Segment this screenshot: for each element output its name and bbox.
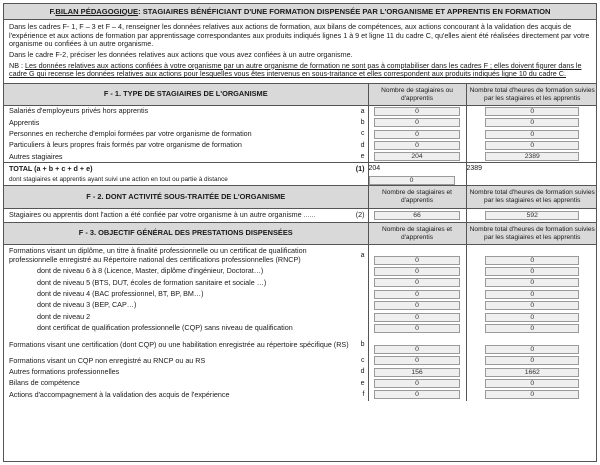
f3-level-count-cell: [368, 277, 466, 288]
section-f2-title: F - 2. DONT ACTIVITÉ SOUS-TRAITÉE DE L'ORGANISME: [4, 186, 368, 208]
f1-item-hours-field[interactable]: 0: [485, 107, 579, 116]
title-rest: : STAGIAIRES BÉNÉFICIANT D'UNE FORMATION DISPENSÉE PAR L'ORGANISME ET APPRENTIS EN FORMATION: [138, 6, 551, 16]
f1-item-hours-cell: [466, 140, 597, 151]
bilan-pedagogique-form: [3, 3, 597, 462]
f3-level-hours-cell: [466, 311, 597, 322]
f1-col-count-header: Nombre de stagiaires ou d'apprentis: [368, 84, 466, 106]
f3-level-hours-field[interactable]: 0: [485, 301, 579, 310]
f2-row-number: (2): [355, 209, 365, 219]
section-f1-title: F - 1. TYPE DE STAGIAIRES DE L'ORGANISME: [4, 84, 368, 106]
f3-rs-count-field[interactable]: 0: [374, 345, 460, 354]
f3-rs-count-cell: [368, 334, 466, 355]
f3-level-row: [4, 277, 597, 288]
f1-item-row: [4, 129, 597, 140]
f3-item-label: Bilans de compétence e: [4, 378, 368, 389]
f3-level-row: [4, 300, 597, 311]
f3-level-label: dont de niveau 3 (BEP, CAP…): [4, 300, 368, 311]
f1-distance-empty-cell: [466, 175, 597, 186]
f3-item-hours-cell: [466, 389, 597, 400]
f3-item-count-cell: [368, 378, 466, 389]
f1-item-letter: a: [360, 107, 365, 115]
f3-col-count-header: Nombre de stagiaires et d'apprentis: [368, 223, 466, 245]
f1-total-label: TOTAL (a + b + c + d + e) (1): [4, 163, 368, 175]
f3-item-count-field[interactable]: 0: [374, 356, 460, 365]
f1-total-number: (1): [355, 163, 365, 173]
f3-level-row: [4, 289, 597, 300]
f1-item-count-cell: [368, 129, 466, 140]
f3-level-hours-cell: [466, 266, 597, 277]
f3-level-count-field[interactable]: 0: [374, 290, 460, 299]
f3-item-letter: f: [362, 390, 365, 398]
intro-paragraph-1: Dans les cadres F- 1, F – 3 et F – 4, renseigner les données relatives aux actions de formation, aux bilans de compétences, aux actions concourant à la validation des acquis de l'expérience et aux actions de formation par apprentissage correspondantes aux produits indiqués lignes 1 à 9 et ligne 11 du cadre C, qu'elles aient été réalisées directement par votre organisme ou confiées à un autre organisme.: [9, 22, 590, 49]
f3-rncp-letter: a: [360, 251, 365, 259]
f3-item-hours-field[interactable]: 0: [485, 390, 579, 399]
f3-rncp-count-field[interactable]: 0: [374, 256, 460, 265]
f2-row-label: Stagiaires ou apprentis dont l'action a été confiée par votre organisme à un autre organisme ...... (2): [4, 208, 368, 222]
f1-item-count-field[interactable]: 0: [374, 141, 460, 150]
f3-rncp-count-cell: [368, 245, 466, 266]
f3-level-count-cell: [368, 289, 466, 300]
f3-level-count-field[interactable]: 0: [374, 324, 460, 333]
f3-rs-hours-cell: [466, 334, 597, 355]
f1-item-count-cell: [368, 140, 466, 151]
f3-level-count-cell: [368, 300, 466, 311]
f3-level-hours-field[interactable]: 0: [485, 290, 579, 299]
f3-item-count-field[interactable]: 156: [374, 368, 460, 377]
f3-item-label: Actions d'accompagnement à la validation des acquis de l'expérience f: [4, 389, 368, 400]
f3-item-letter: d: [360, 368, 365, 376]
f1-item-hours-cell: [466, 117, 597, 128]
f3-item-count-field[interactable]: 0: [374, 390, 460, 399]
f3-rncp-hours-cell: [466, 245, 597, 266]
f3-rs-label: Formations visant une certification (dont CQP) ou une habilitation enregistrée au répertoire spécifique (RS) b: [4, 334, 368, 355]
f3-level-row: [4, 311, 597, 322]
f3-item-letter: e: [360, 379, 365, 387]
f1-item-row: [4, 117, 597, 128]
f3-level-label: dont de niveau 5 (BTS, DUT, écoles de formation sanitaire et sociale …): [4, 277, 368, 288]
f3-level-hours-cell: [466, 289, 597, 300]
f1-item-hours-field[interactable]: 2389: [485, 152, 579, 161]
f2-col-hours-header: Nombre total d'heures de formation suivies par les stagiaires et les apprentis: [466, 186, 597, 208]
f3-level-hours-field[interactable]: 0: [485, 313, 579, 322]
section-f-title: [4, 4, 596, 20]
intro-nb: [9, 62, 591, 79]
f3-rs-hours-field[interactable]: 0: [485, 345, 579, 354]
section-f2-table: [4, 186, 597, 223]
f3-item-count-cell: [368, 389, 466, 400]
f3-level-hours-field[interactable]: 0: [485, 278, 579, 287]
f3-item-letter: c: [361, 356, 365, 364]
f3-item-hours-cell: [466, 367, 597, 378]
f3-level-hours-field[interactable]: 0: [485, 267, 579, 276]
f3-level-row: [4, 323, 597, 334]
f1-item-label: Salariés d'employeurs privés hors apprentis a: [4, 106, 368, 117]
f1-item-count-field[interactable]: 204: [374, 152, 460, 161]
f1-item-letter: c: [361, 130, 365, 138]
nb-label: NB :: [9, 60, 25, 70]
f3-level-row: [4, 266, 597, 277]
f2-col-count-header: Nombre de stagiaires et d'apprentis: [368, 186, 466, 208]
f3-item-hours-cell: [466, 355, 597, 366]
f3-level-label: dont de niveau 2: [4, 311, 368, 322]
f1-item-count-field[interactable]: 0: [374, 130, 460, 139]
f3-item-label: Autres formations professionnelles d: [4, 367, 368, 378]
f3-item-hours-field[interactable]: 0: [485, 379, 579, 388]
f3-item-hours-field[interactable]: 0: [485, 356, 579, 365]
f1-total-hours: 2389: [466, 163, 597, 175]
f1-item-count-field[interactable]: 0: [374, 118, 460, 127]
f1-distance-label: dont stagiaires et apprentis ayant suivi une action en tout ou partie à distance: [4, 175, 368, 186]
f3-level-count-field[interactable]: 0: [374, 313, 460, 322]
title-underlined: BILAN PÉDAGOGIQUE: [55, 6, 139, 16]
title-prefix: F.: [49, 6, 56, 16]
f1-item-hours-cell: [466, 106, 597, 117]
f1-col-hours-header: Nombre total d'heures de formation suivies par les stagiaires et les apprentis: [466, 84, 597, 106]
f3-level-count-cell: [368, 323, 466, 334]
f3-item-count-field[interactable]: 0: [374, 379, 460, 388]
f3-item-row: [4, 378, 597, 389]
nb-text: Les données relatives aux actions confiées à votre organisme par un autre organisme de formation ne sont pas à comptabiliser dans les cadres F ; elles doivent figurer dans le cadre G qui recense les données relatives aux actions pour lesquelles vous êtes intervenus en sous-traitance et elles correspondent aux produits indiqués ligne 10 du cadre C.: [9, 60, 582, 79]
f3-level-count-cell: [368, 266, 466, 277]
f1-item-label: Apprentis b: [4, 117, 368, 128]
f1-item-row: [4, 151, 597, 162]
f1-item-hours-field[interactable]: 0: [485, 141, 579, 150]
f2-count-cell: [368, 208, 466, 222]
f3-level-hours-cell: [466, 277, 597, 288]
section-f3-title: F - 3. OBJECTIF GÉNÉRAL DES PRESTATIONS DISPENSÉES: [4, 223, 368, 245]
f3-level-hours-cell: [466, 323, 597, 334]
f1-item-letter: d: [360, 141, 365, 149]
f1-item-count-cell: [368, 117, 466, 128]
f3-rncp-label: Formations visant un diplôme, un titre à finalité professionnelle ou un certificat de qualification professionnelle enregistré au Répertoire national des certifications professionnelles (RNCP) a: [4, 245, 368, 266]
f3-level-hours-cell: [466, 300, 597, 311]
f1-total-count: 204: [368, 163, 466, 175]
f1-item-label: Autres stagiaires e: [4, 151, 368, 162]
intro-instructions: [4, 20, 596, 84]
f1-item-hours-cell: [466, 129, 597, 140]
f3-col-hours-header: Nombre total d'heures de formation suivies par les stagiaires et les apprentis: [466, 223, 597, 245]
intro-paragraph-2: Dans le cadre F-2, préciser les données relatives aux actions que vous avez confiées à un autre organisme.: [9, 49, 353, 59]
f3-level-count-field[interactable]: 0: [374, 278, 460, 287]
f3-rncp-hours-field[interactable]: 0: [485, 256, 579, 265]
f3-item-count-cell: [368, 355, 466, 366]
f1-item-count-cell: [368, 151, 466, 162]
f3-item-row: [4, 355, 597, 366]
f3-level-hours-field[interactable]: 0: [485, 324, 579, 333]
f3-item-row: [4, 389, 597, 400]
f2-hours-cell: [466, 208, 597, 222]
f1-item-label: Personnes en recherche d'emploi formées par votre organisme de formation c: [4, 129, 368, 140]
section-f1-table: [4, 84, 597, 186]
f1-item-row: [4, 106, 597, 117]
f3-item-hours-cell: [466, 378, 597, 389]
f1-item-hours-field[interactable]: 0: [485, 118, 579, 127]
f3-rs-letter: b: [360, 340, 365, 348]
f1-distance-count-cell: [368, 175, 466, 186]
f3-item-label: Formations visant un CQP non enregistré au RNCP ou au RS c: [4, 355, 368, 366]
f1-item-letter: b: [360, 118, 365, 126]
f3-level-label: dont certificat de qualification professionnelle (CQP) sans niveau de qualification: [4, 323, 368, 334]
f1-item-count-cell: [368, 106, 466, 117]
f1-item-label: Particuliers à leurs propres frais formés par votre organisme de formation d: [4, 140, 368, 151]
f3-item-row: [4, 367, 597, 378]
f3-level-count-field[interactable]: 0: [374, 301, 460, 310]
f3-item-count-cell: [368, 367, 466, 378]
f1-item-hours-cell: [466, 151, 597, 162]
f1-item-count-field[interactable]: 0: [374, 107, 460, 116]
section-f3-table: [4, 223, 597, 401]
f1-distance-count-field[interactable]: 0: [369, 176, 455, 185]
f3-level-label: dont de niveau 6 à 8 (Licence, Master, diplôme d'ingénieur, Doctorat…): [4, 266, 368, 277]
f3-level-count-cell: [368, 311, 466, 322]
f1-item-hours-field[interactable]: 0: [485, 130, 579, 139]
f3-level-count-field[interactable]: 0: [374, 267, 460, 276]
f2-hours-field[interactable]: 592: [485, 211, 579, 220]
f3-item-hours-field[interactable]: 1662: [485, 368, 579, 377]
f1-item-letter: e: [360, 152, 365, 160]
f1-item-row: [4, 140, 597, 151]
f2-count-field[interactable]: 66: [374, 211, 460, 220]
f3-level-label: dont de niveau 4 (BAC professionnel, BT, BP, BM…): [4, 289, 368, 300]
